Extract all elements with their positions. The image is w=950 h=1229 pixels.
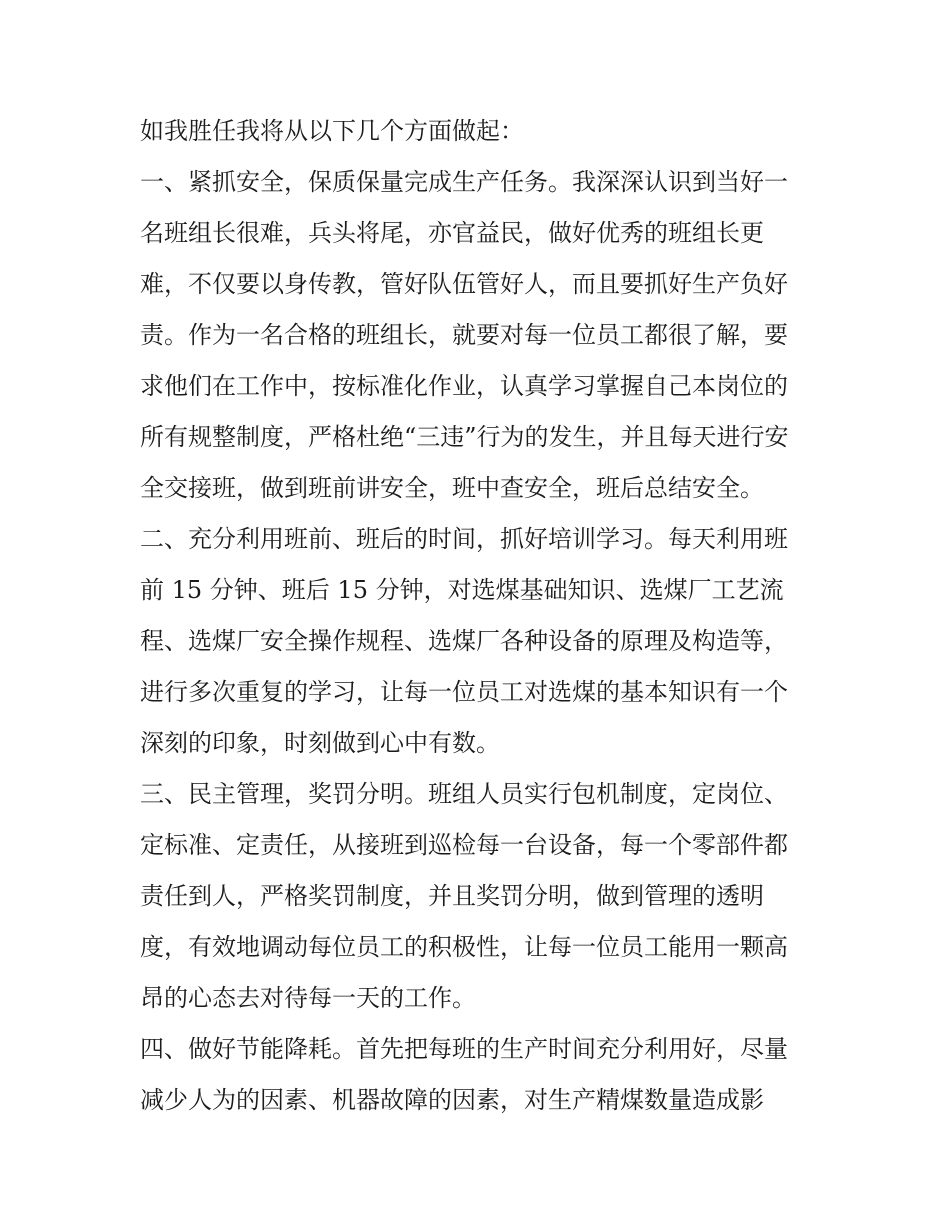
text-line: 减少人为的因素、机器故障的因素，对生产精煤数量造成影 [140,1086,764,1114]
text-line: 求他们在工作中，按标准化作业，认真学习掌握自己本岗位的 [140,372,788,400]
text-line: 一、紧抓安全，保质保量完成生产任务。我深深认识到当好一 [140,168,788,196]
body-text [140,106,820,1126]
text-line: 定标准、定责任，从接班到巡检每一台设备，每一个零部件都 [140,831,788,859]
text-line: 三、民主管理，奖罚分明。班组人员实行包机制度，定岗位、 [140,780,788,808]
text-line: 进行多次重复的学习，让每一位员工对选煤的基本知识有一个 [140,678,788,706]
text-line: 责。作为一名合格的班组长，就要对每一位员工都很了解，要 [140,321,788,349]
text-line: 前 15 分钟、班后 15 分钟，对选煤基础知识、选煤厂工艺流 [140,576,784,604]
text-line: 全交接班，做到班前讲安全，班中查安全，班后总结安全。 [140,474,764,502]
text-line: 责任到人，严格奖罚制度，并且奖罚分明，做到管理的透明 [140,882,764,910]
text-line: 名班组长很难，兵头将尾，亦官益民，做好优秀的班组长更 [140,219,764,247]
text-line-intro: 如我胜任我将从以下几个方面做起： [140,117,524,145]
text-line: 四、做好节能降耗。首先把每班的生产时间充分利用好，尽量 [140,1035,788,1063]
text-line: 所有规整制度，严格杜绝“三违”行为的发生，并且每天进行安 [140,423,789,451]
text-line: 深刻的印象，时刻做到心中有数。 [140,729,500,757]
text-line: 难，不仅要以身传教，管好队伍管好人，而且要抓好生产负好 [140,270,788,298]
text-line: 程、选煤厂安全操作规程、选煤厂各种设备的原理及构造等， [140,627,788,655]
text-line: 昂的心态去对待每一天的工作。 [140,984,476,1012]
text-line: 二、充分利用班前、班后的时间，抓好培训学习。每天利用班 [140,525,788,553]
text-line: 度，有效地调动每位员工的积极性，让每一位员工能用一颗高 [140,933,788,961]
